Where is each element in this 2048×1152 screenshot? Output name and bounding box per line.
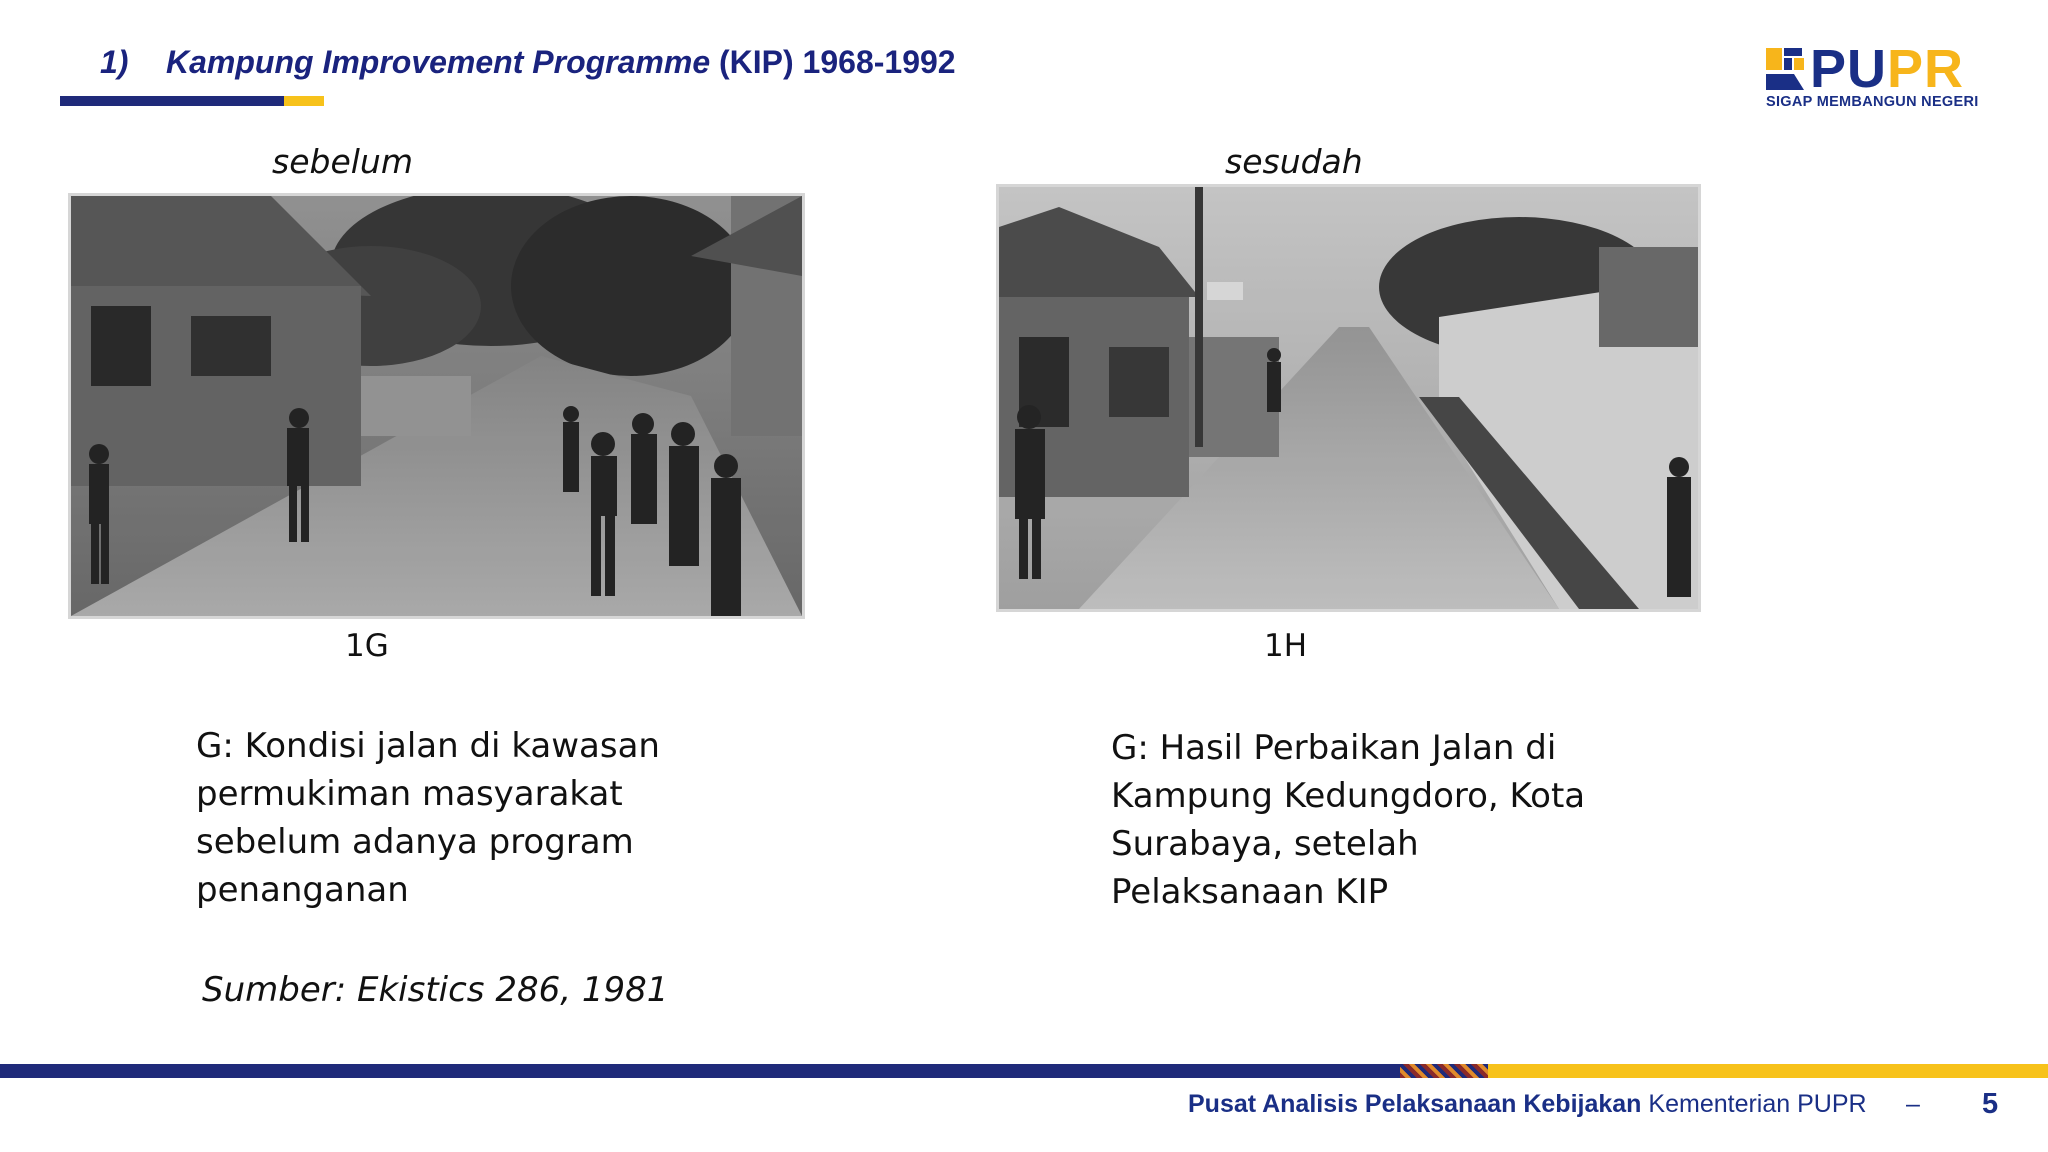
- label-before: sebelum: [272, 142, 413, 181]
- logo-wordmark: PUPR: [1810, 39, 1965, 99]
- pupr-emblem-icon: [1764, 44, 1810, 92]
- photo-before: [68, 193, 805, 619]
- photo-after-image: [999, 187, 1698, 609]
- description-line: G: Hasil Perbaikan Jalan di: [1111, 728, 1557, 768]
- title-number: 1): [100, 44, 129, 80]
- description-line: G: Kondisi jalan di kawasan: [196, 726, 660, 766]
- pupr-logo: [1764, 39, 1984, 112]
- label-after: sesudah: [1225, 142, 1363, 181]
- logo-tagline: SIGAP MEMBANGUN NEGERI: [1766, 94, 1979, 110]
- figure-code-after: 1H: [1264, 628, 1308, 664]
- footer-organization: Pusat Analisis Pelaksanaan Kebijakan Kementerian PUPR: [1188, 1090, 1867, 1118]
- description-line: Surabaya, setelah: [1111, 824, 1419, 864]
- photo-after: [996, 184, 1701, 612]
- title-programme: Kampung Improvement Programme: [166, 44, 711, 80]
- footer-separator: –: [1906, 1090, 1920, 1118]
- figure-code-before: 1G: [345, 628, 389, 664]
- description-line: Pelaksanaan KIP: [1111, 872, 1389, 912]
- footer-bar: [0, 1064, 2048, 1078]
- batik-pattern-icon: [1400, 1064, 1488, 1078]
- source-citation: Sumber: Ekistics 286, 1981: [202, 970, 669, 1010]
- slide-title: [100, 44, 956, 81]
- title-underline: [60, 96, 324, 106]
- page-number: 5: [1982, 1088, 1999, 1120]
- description-line: permukiman masyarakat: [196, 774, 623, 814]
- description-line: penanganan: [196, 870, 409, 910]
- description-line: sebelum adanya program: [196, 822, 634, 862]
- description-before: [196, 722, 660, 914]
- title-period: (KIP) 1968-1992: [710, 44, 956, 80]
- description-line: Kampung Kedungdoro, Kota: [1111, 776, 1586, 816]
- photo-before-image: [71, 196, 802, 616]
- description-after: [1111, 724, 1585, 916]
